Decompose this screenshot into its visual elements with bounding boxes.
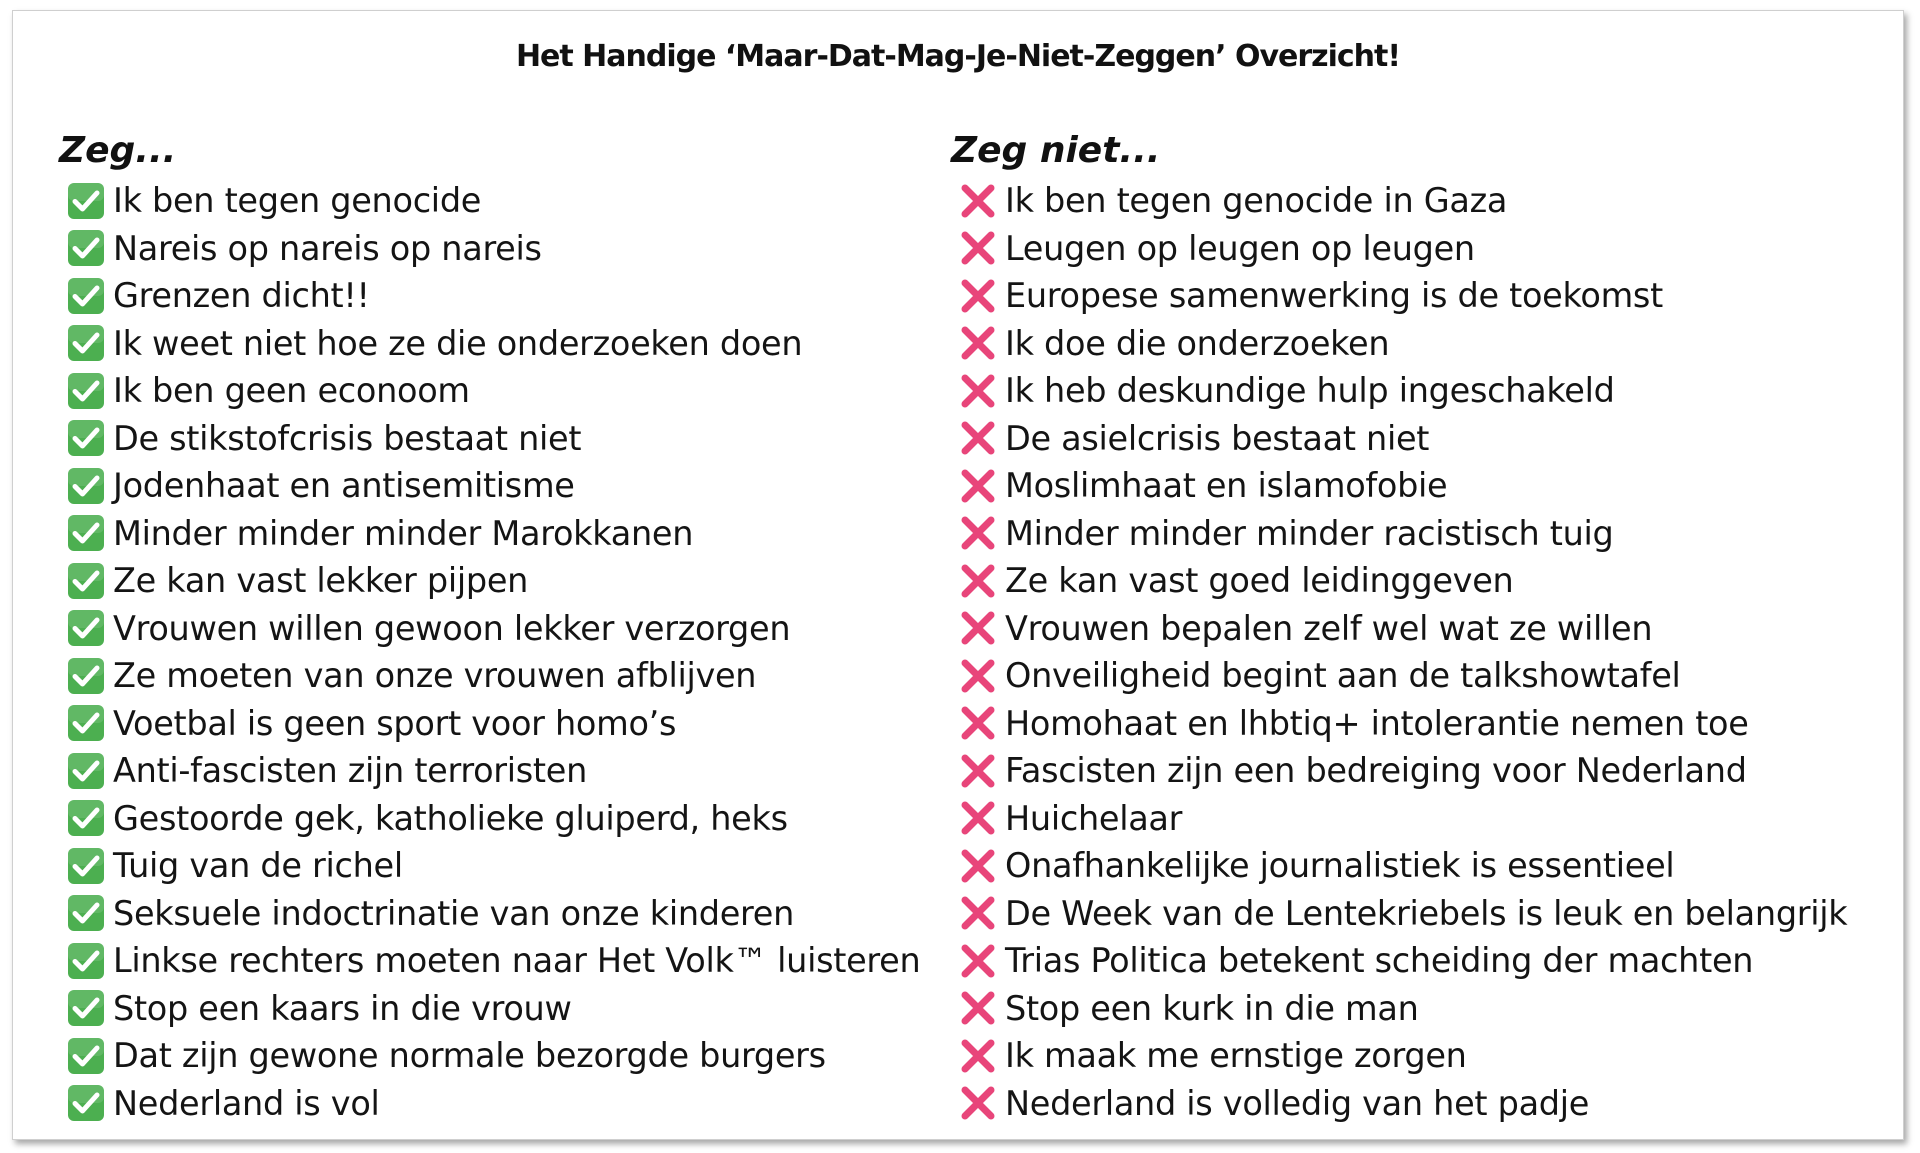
dont-say-column [941,129,1847,1127]
list-item-text: De asielcrisis bestaat niet [1005,418,1430,458]
cross-mark-icon [959,657,997,695]
dont-say-list-item [941,1032,1847,1080]
list-item-text: Jodenhaat en antisemitisme [113,466,575,506]
say-list-item [49,700,920,748]
cross-mark-icon [959,704,997,742]
list-item-text: De stikstofcrisis bestaat niet [113,418,582,458]
list-item-text: Vrouwen willen gewoon lekker verzorgen [113,608,791,648]
say-list-item [49,415,920,463]
list-item-text: Ik ben geen econoom [113,371,470,411]
list-item-text: Trias Politica betekent scheiding der machten [1005,941,1754,981]
say-list-item [49,605,920,653]
list-item-text: Huichelaar [1005,798,1183,838]
dont-say-list-item [941,272,1847,320]
say-list-item [49,557,920,605]
cross-mark-icon [959,609,997,647]
list-item-text: Ze kan vast goed leidinggeven [1005,561,1514,601]
check-mark-icon [67,752,105,790]
check-mark-icon [67,324,105,362]
say-list-item [49,320,920,368]
cross-mark-icon [959,324,997,362]
say-list-item [49,510,920,558]
check-mark-icon [67,1037,105,1075]
overview-card [12,10,1904,1140]
list-item-text: Minder minder minder Marokkanen [113,513,694,553]
list-item-text: Onafhankelijke journalistiek is essentieel [1005,846,1675,886]
dont-say-list-item [941,510,1847,558]
cross-mark-icon [959,182,997,220]
dont-say-list-item [941,320,1847,368]
check-mark-icon [67,514,105,552]
cross-mark-icon [959,894,997,932]
list-item-text: Ik heb deskundige hulp ingeschakeld [1005,371,1615,411]
check-mark-icon [67,942,105,980]
say-list-item [49,795,920,843]
say-list-item [49,890,920,938]
list-item-text: Stop een kurk in die man [1005,988,1419,1028]
list-item-text: Homohaat en lhbtiq+ intolerantie nemen toe [1005,703,1749,743]
cross-mark-icon [959,372,997,410]
dont-say-list-item [941,747,1847,795]
check-mark-icon [67,989,105,1027]
cross-mark-icon [959,467,997,505]
list-item-text: Grenzen dicht!! [113,276,370,316]
dont-say-list-item [941,225,1847,273]
dont-say-list-item [941,652,1847,700]
dont-say-column-header: Zeg niet... [951,130,1161,171]
list-item-text: Anti-fascisten zijn terroristen [113,751,588,791]
check-mark-icon [67,467,105,505]
dont-say-list-item [941,842,1847,890]
dont-say-list-item [941,605,1847,653]
dont-say-list-item [941,795,1847,843]
list-item-text: Ik ben tegen genocide [113,181,482,221]
say-list-item [49,747,920,795]
check-mark-icon [67,562,105,600]
dont-say-list-item [941,177,1847,225]
cross-mark-icon [959,847,997,885]
say-column [49,129,920,1127]
check-mark-icon [67,799,105,837]
cross-mark-icon [959,562,997,600]
check-mark-icon [67,182,105,220]
list-item-text: Tuig van de richel [113,846,403,886]
dont-say-list-item [941,700,1847,748]
cross-mark-icon [959,989,997,1027]
list-item-text: Europese samenwerking is de toekomst [1005,276,1663,316]
list-item-text: Ze kan vast lekker pijpen [113,561,529,601]
say-column-header: Zeg... [59,130,177,171]
dont-say-list-item [941,367,1847,415]
say-list-item [49,272,920,320]
cross-mark-icon [959,942,997,980]
dont-say-list-item [941,937,1847,985]
list-item-text: Vrouwen bepalen zelf wel wat ze willen [1005,608,1653,648]
check-mark-icon [67,372,105,410]
check-mark-icon [67,847,105,885]
dont-say-list-item [941,415,1847,463]
list-item-text: Ik doe die onderzoeken [1005,323,1390,363]
say-list-item [49,1032,920,1080]
check-mark-icon [67,894,105,932]
say-list-item [49,225,920,273]
list-item-text: De Week van de Lentekriebels is leuk en belangrijk [1005,893,1848,933]
list-item-text: Seksuele indoctrinatie van onze kinderen [113,893,795,933]
list-item-text: Minder minder minder racistisch tuig [1005,513,1614,553]
cross-mark-icon [959,229,997,267]
check-mark-icon [67,277,105,315]
list-item-text: Ik ben tegen genocide in Gaza [1005,181,1508,221]
say-list-item [49,652,920,700]
dont-say-list [941,177,1847,1127]
list-item-text: Fascisten zijn een bedreiging voor Nederland [1005,751,1747,791]
cross-mark-icon [959,419,997,457]
say-list-item [49,842,920,890]
list-item-text: Leugen op leugen op leugen [1005,228,1475,268]
check-mark-icon [67,419,105,457]
list-item-text: Nederland is vol [113,1083,380,1123]
list-item-text: Gestoorde gek, katholieke gluiperd, heks [113,798,788,838]
list-item-text: Ze moeten van onze vrouwen afblijven [113,656,757,696]
cross-mark-icon [959,277,997,315]
cross-mark-icon [959,514,997,552]
cross-mark-icon [959,1084,997,1122]
list-item-text: Nareis op nareis op nareis [113,228,542,268]
page-title: Het Handige ‘Maar-Dat-Mag-Je-Niet-Zeggen’ Overzicht! [515,39,1401,74]
say-list-item [49,937,920,985]
list-item-text: Voetbal is geen sport voor homo’s [113,703,677,743]
check-mark-icon [67,657,105,695]
dont-say-list-item [941,1080,1847,1128]
say-list-item [49,985,920,1033]
list-item-text: Dat zijn gewone normale bezorgde burgers [113,1036,826,1076]
dont-say-list-item [941,462,1847,510]
dont-say-list-item [941,557,1847,605]
say-list-item [49,1080,920,1128]
list-item-text: Stop een kaars in die vrouw [113,988,572,1028]
say-list [49,177,920,1127]
check-mark-icon [67,704,105,742]
dont-say-list-item [941,890,1847,938]
list-item-text: Onveiligheid begint aan de talkshowtafel [1005,656,1681,696]
check-mark-icon [67,609,105,647]
say-list-item [49,177,920,225]
check-mark-icon [67,229,105,267]
list-item-text: Ik maak me ernstige zorgen [1005,1036,1467,1076]
cross-mark-icon [959,799,997,837]
list-item-text: Nederland is volledig van het padje [1005,1083,1590,1123]
cross-mark-icon [959,1037,997,1075]
list-item-text: Ik weet niet hoe ze die onderzoeken doen [113,323,803,363]
cross-mark-icon [959,752,997,790]
check-mark-icon [67,1084,105,1122]
list-item-text: Linkse rechters moeten naar Het Volk™ luisteren [113,941,921,981]
say-list-item [49,462,920,510]
list-item-text: Moslimhaat en islamofobie [1005,466,1448,506]
say-list-item [49,367,920,415]
dont-say-list-item [941,985,1847,1033]
